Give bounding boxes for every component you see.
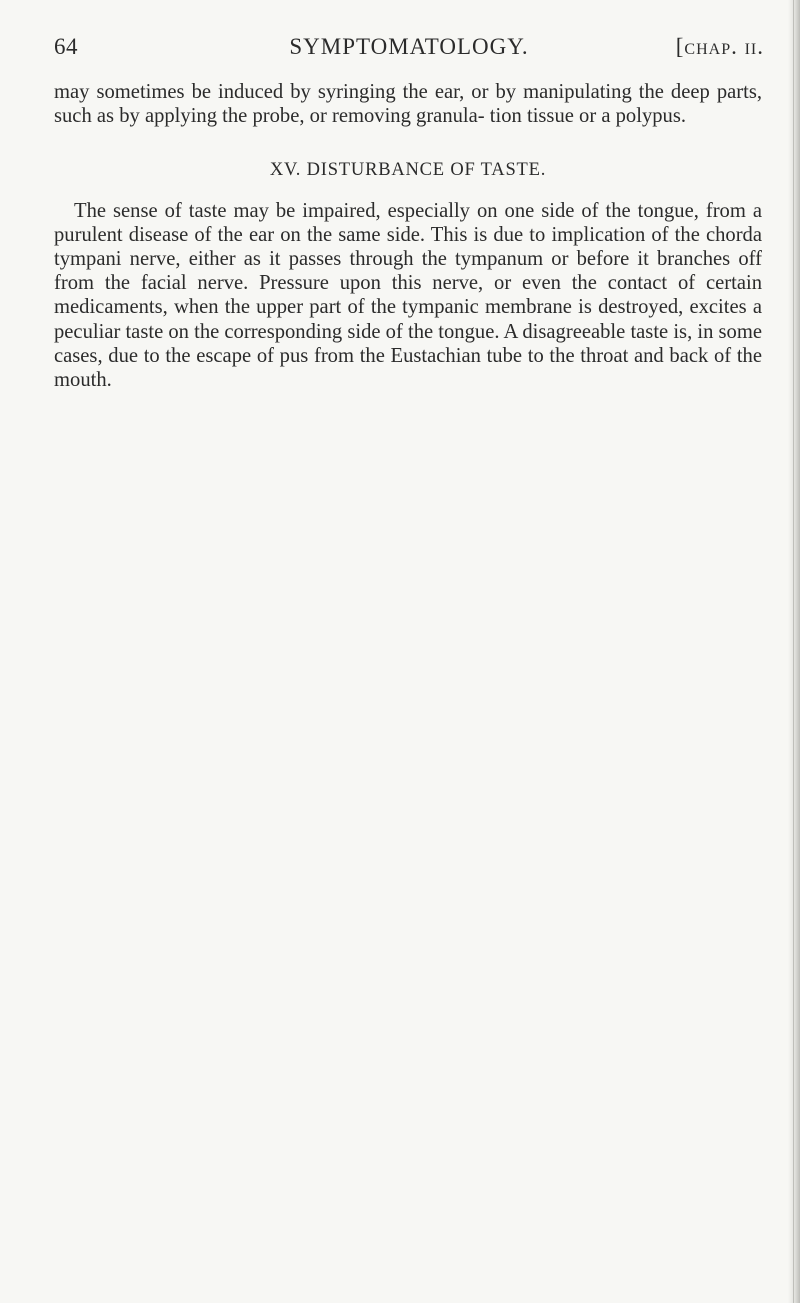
continuation-paragraph: may sometimes be induced by syringing the ear, or by manipulating the deep parts, such as by applying the probe, or removing granula- tion tissue or a polypus. xyxy=(54,81,762,128)
section-paragraph: The sense of taste may be impaired, especially on one side of the tongue, from a purulent disease of the ear on the same side. This is due to implication of the chorda tympani nerve, either as it passes through the tympanum or before it branches off from the facial nerve. Pressure upon this nerve, or even the contact of certain medicaments, when the upper part of the tympanic membrane is destroyed, excites a peculiar taste on the corresponding side of the tongue. A disagreeable taste is, in some cases, due to the escape of pus from the Eustachian tube to the throat and back of the mouth. xyxy=(54,199,762,392)
chapter-label: [chap. ii. xyxy=(675,34,764,59)
running-title: SYMPTOMATOLOGY. xyxy=(289,34,529,59)
page-number: 64 xyxy=(54,34,78,59)
section-heading: XV. DISTURBANCE OF TASTE. xyxy=(269,160,547,181)
running-head xyxy=(54,34,764,64)
page-edge-line xyxy=(793,0,794,1303)
body-text xyxy=(54,80,762,392)
page-edge-shadow xyxy=(788,0,800,1303)
